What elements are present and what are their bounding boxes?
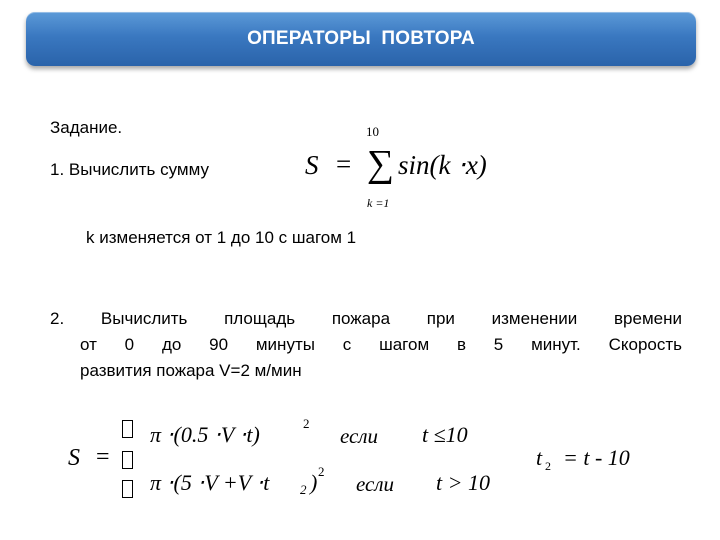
case1-condition: t ≤10: [422, 422, 468, 447]
item1-label: 1. Вычислить сумму: [50, 160, 209, 179]
sum-body: sin(k ⋅x): [398, 150, 487, 180]
case1-word: если: [340, 424, 379, 448]
t2-subscript: 2: [545, 459, 551, 473]
case2-power: 2: [318, 464, 325, 479]
area-equals: =: [96, 444, 110, 470]
sigma-icon: ∑: [367, 143, 395, 185]
sum-lower-limit: k =1: [367, 196, 390, 210]
item2-paragraph: [50, 306, 682, 384]
case1-expression: π ⋅(0.5 ⋅V ⋅t): [150, 422, 260, 447]
t2-lhs: t: [536, 445, 543, 470]
title-banner: [26, 12, 696, 66]
brace-bottom-icon: [122, 480, 133, 498]
item1-note: k изменяется от 1 до 10 с шагом 1: [86, 228, 357, 247]
case2-expression: π ⋅(5 ⋅V +V ⋅t: [150, 470, 270, 495]
brace-top-icon: [122, 420, 133, 438]
task-heading: Задание.: [50, 118, 123, 137]
item2-line1: 2. Вычислить площадь пожара при изменении времени: [50, 309, 682, 328]
item2-line2: от 0 до 90 минуты с шагом в 5 минут. Скорость: [80, 335, 682, 354]
case2-subscript: 2: [300, 482, 307, 497]
area-lhs: S: [68, 445, 80, 471]
case1-power: 2: [303, 416, 310, 431]
brace-middle-icon: [122, 451, 133, 469]
case2-word: если: [356, 472, 395, 496]
sum-equals: =: [336, 149, 352, 179]
case2-condition: t > 10: [436, 470, 490, 495]
item2-line3: развития пожара V=2 м/мин: [80, 361, 302, 380]
sum-upper-limit: 10: [366, 124, 379, 139]
page-title: ОПЕРАТОРЫ ПОВТОРА: [247, 28, 475, 49]
t2-rhs: = t - 10: [563, 445, 630, 470]
case2-close-paren: ): [310, 470, 318, 495]
sum-lhs: S: [305, 150, 319, 180]
